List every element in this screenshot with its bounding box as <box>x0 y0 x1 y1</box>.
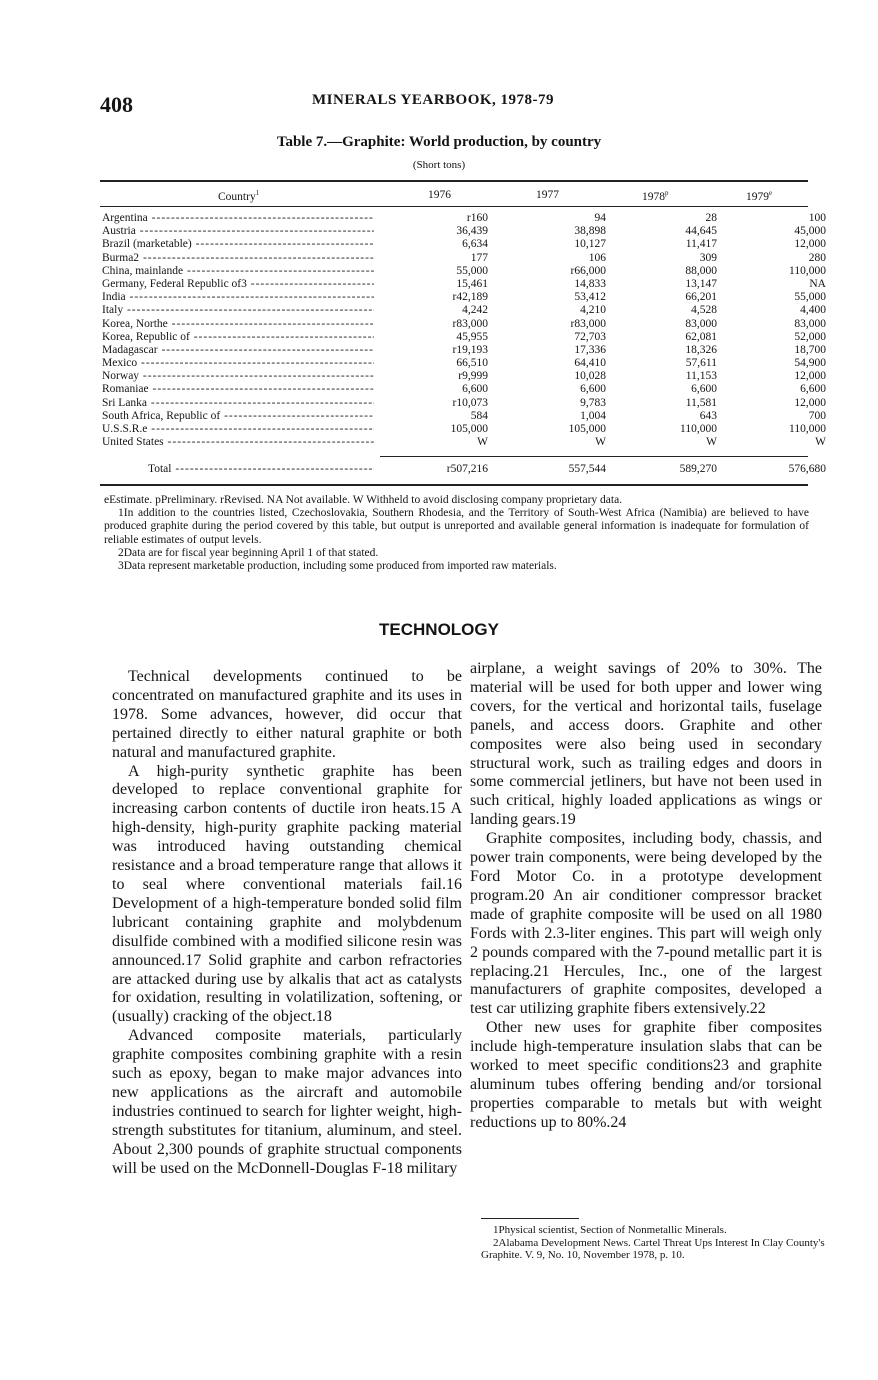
notes-legend: eEstimate. pPreliminary. rRevised. NA Not available. W Withheld to avoid disclosing company proprietary data. <box>104 494 623 506</box>
table-row: Germany, Federal Republic of3 ----- 15,461 14,833 13,147 NA <box>102 278 808 291</box>
page-number: 408 <box>100 92 133 117</box>
body-paragraph: airplane, a weight savings of 20% to 30%. The material will be used for both upper and lower wing covers, for the vertical and horizontal tails, fuselage panels, and access doors. Graphite and other composites were also being used in secondary structural work, such as trailing edges and doors in some commercial jetliners, but have not been used in such critical, highly loaded applications as wings or landing gears.19 <box>470 660 822 829</box>
table-row: Madagascar ----- r19,193 17,336 18,326 18,700 <box>102 344 808 357</box>
header-1978: 1978$^p$ <box>642 189 669 203</box>
table-row: Romaniae ----- 6,600 6,600 6,600 6,600 <box>102 383 808 396</box>
table-row: Argentina ----- r160 94 28 100 <box>102 212 808 225</box>
table-note-1: 1In addition to the countries listed, Czechoslovakia, Southern Rhodesia, and the Territory of South-West Africa (Namibia) are believed to have produced graphite during the period covered by this table, but output is unreported and available general information is inadequate for formulation of reliable estimates of output levels. <box>104 507 809 546</box>
table-row: Sri Lanka ----- r10,073 9,783 11,581 12,000 <box>102 397 808 410</box>
body-paragraph: Graphite composites, including body, chassis, and power train components, were being developed by the Ford Motor Co. in a prototype development program.20 An air conditioner compressor bracket made of graphite composite will be used on all 1980 Fords with 2.3-liter engines. This part will weigh only 2 pounds compared with the 7-pound metallic part it is replacing.21 Hercules, Inc., one of the largest manufacturers of graphite composites, developed a test car utilizing graphite fibers extensively.22 <box>470 830 822 1018</box>
left-column <box>112 668 462 1178</box>
table-units: (Short tons) <box>412 159 466 171</box>
table-note-3: 3Data represent marketable production, including some produced from imported raw materials. <box>118 560 557 573</box>
table-row: Italy ----- 4,242 4,210 4,528 4,400 <box>102 304 808 317</box>
body-paragraph: Other new uses for graphite fiber composites include high-temperature insulation slabs that can be worked to meet specific conditions23 and graphite aluminum tubes offering bending and/or torsional properties comparable to metals but with weight reductions up to 80%.24 <box>470 1019 822 1131</box>
table-row: United States ----- W W W W <box>102 436 808 449</box>
production-table <box>102 212 826 449</box>
table-row: U.S.S.R.e ----- 105,000 105,000 110,000 110,000 <box>102 423 808 436</box>
table-row: Brazil (marketable) ----- 6,634 10,127 11,417 12,000 <box>102 238 808 251</box>
running-title: MINERALS YEARBOOK, 1978-79 <box>312 92 555 108</box>
table-row: China, mainlande ----- 55,000 r66,000 88,000 110,000 <box>102 265 808 278</box>
footnotes <box>481 1224 826 1262</box>
table-row: India ----- r42,189 53,412 66,201 55,000 <box>102 291 808 304</box>
header-1977: 1977 <box>536 189 559 201</box>
table-row: Burma2 ----- 177 106 309 280 <box>102 252 808 265</box>
total-rule <box>380 456 808 457</box>
table-row: South Africa, Republic of ----- 584 1,004 643 700 <box>102 410 808 423</box>
body-paragraph: A high-purity synthetic graphite has been developed to replace conventional graphite for increasing carbon contents of ductile iron heats.15 A high-density, high-purity graphite packing material was introduced having outstanding chemical resistance and a broad temperature range that allows it to seal where conventional materials fail.16 Development of a high-temperature bonded solid film lubricant containing graphite and molybdenum disulfide combined with a modified silicone resin was announced.17 Solid graphite and carbon refractories are attacked during use by alkalis that act as catalysts for oxidation, resulting in volatilization, softening, or (usually) cracking of the object.18 <box>112 762 462 1026</box>
table-row: Austria ----- 36,439 38,898 44,645 45,000 <box>102 225 808 238</box>
body-paragraph: Advanced composite materials, particularly graphite composites combining graphite with a resin such as epoxy, began to make major advances into new applications as the aircraft and automobile industries continued to search for lighter weight, high-strength substitutes for titanium, aluminum, and steel. About 2,300 pounds of graphite structual components will be used on the McDonnell-Douglas F-18 military <box>112 1027 462 1177</box>
table-header-rule <box>100 206 808 207</box>
right-column <box>470 660 822 1133</box>
header-1976: 1976 <box>428 189 451 201</box>
table-title: Table 7.—Graphite: World production, by country <box>276 134 602 150</box>
header-1979: 1979e <box>746 189 773 203</box>
header-country: Country$^1$ <box>218 189 260 203</box>
footnote: 2Alabama Development News. Cartel Threat Ups Interest In Clay County's Graphite. V. 9, No. 10, November 1978, p. 10. <box>481 1236 825 1262</box>
table-row: Mexico ----- 66,510 64,410 57,611 54,900 <box>102 357 808 370</box>
table-row: Korea, Republic of ----- 45,955 72,703 62,081 52,000 <box>102 331 808 344</box>
table-row: Norway ----- r9,999 10,028 11,153 12,000 <box>102 370 808 383</box>
table-row: Korea, Northe ----- r83,000 r83,000 83,000 83,000 <box>102 318 808 331</box>
table-top-rule <box>100 180 808 182</box>
section-heading: TECHNOLOGY <box>379 620 499 639</box>
table-bottom-rule <box>100 484 808 486</box>
footnote-rule <box>481 1218 579 1219</box>
footnote: 1Physical scientist, Section of Nonmetallic Minerals. <box>493 1224 727 1236</box>
body-paragraph: Technical developments continued to be concentrated on manufactured graphite and its uses in 1978. Some advances, however, did occur that pertained directly to either natural graphite or both natural and manufactured graphite. <box>112 668 462 761</box>
table-note-2: 2Data are for fiscal year beginning April 1 of that stated. <box>118 546 379 559</box>
table-notes <box>104 494 809 573</box>
